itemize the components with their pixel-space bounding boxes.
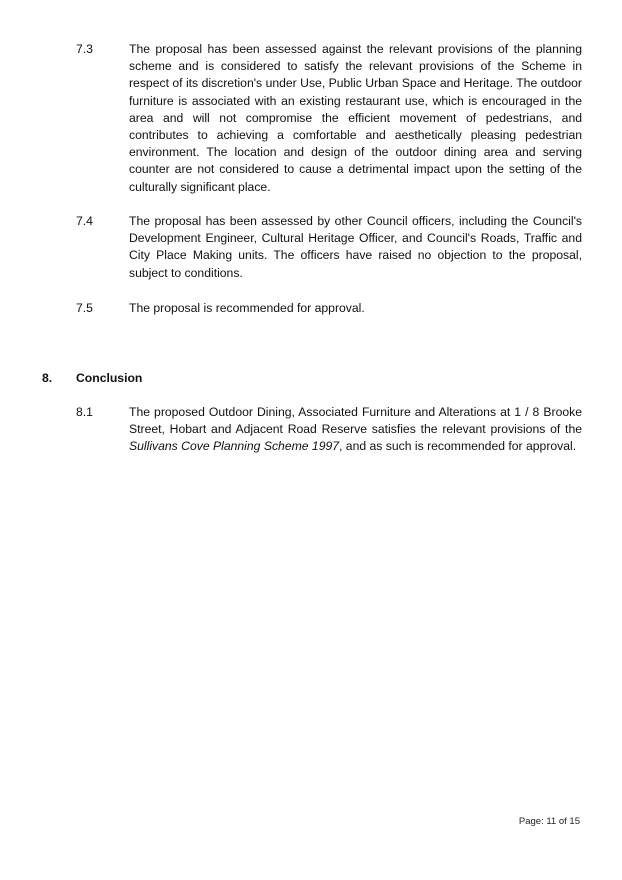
paragraph-text: The proposal is recommended for approval. <box>129 301 365 315</box>
scheme-name-italic: Sullivans Cove Planning Scheme 1997 <box>129 439 340 454</box>
paragraph-7-3 <box>76 41 582 196</box>
page-number-footer: Page: 11 of 15 <box>518 816 580 827</box>
paragraph-number: 7.4 <box>76 214 93 228</box>
paragraph-text-after: , and as such is recommended for approval. <box>339 439 577 454</box>
section-heading-conclusion <box>42 370 142 387</box>
section-number: 8. <box>42 371 53 385</box>
paragraph-text-before: The proposed Outdoor Dining, Associated Furniture and Alterations at 1 / 8 Brooke Street, Hobart and Adjacent Road Reserve satisfies the relevant provisions of the <box>129 405 582 437</box>
paragraph-7-5 <box>76 300 582 317</box>
section-title: Conclusion <box>76 371 143 385</box>
paragraph-text <box>129 404 582 456</box>
paragraph-8-1 <box>76 404 582 456</box>
paragraph-text: The proposal has been assessed against the relevant provisions of the planning scheme and is considered to satisfy the relevant provisions of the Scheme in respect of its discretion's under Use, Public Urban Space and Heritage. The outdoor furniture is associated with an existing restaurant use, which is encouraged in the area and will not compromise the efficient movement of pedestrians, and contributes to achieving a comfortable and aesthetically pleasing pedestrian environment. The location and design of the outdoor dining area and serving counter are not considered to cause a detrimental impact upon the setting of the culturally significant place. <box>129 42 582 194</box>
paragraph-7-4 <box>76 213 582 282</box>
paragraph-number: 7.3 <box>76 42 93 56</box>
paragraph-text: The proposal has been assessed by other Council officers, including the Council's Development Engineer, Cultural Heritage Officer, and Council's Roads, Traffic and City Place Making units. The officers have raised no objection to the proposal, subject to conditions. <box>129 214 582 280</box>
paragraph-number: 8.1 <box>76 405 93 419</box>
paragraph-number: 7.5 <box>76 301 93 315</box>
